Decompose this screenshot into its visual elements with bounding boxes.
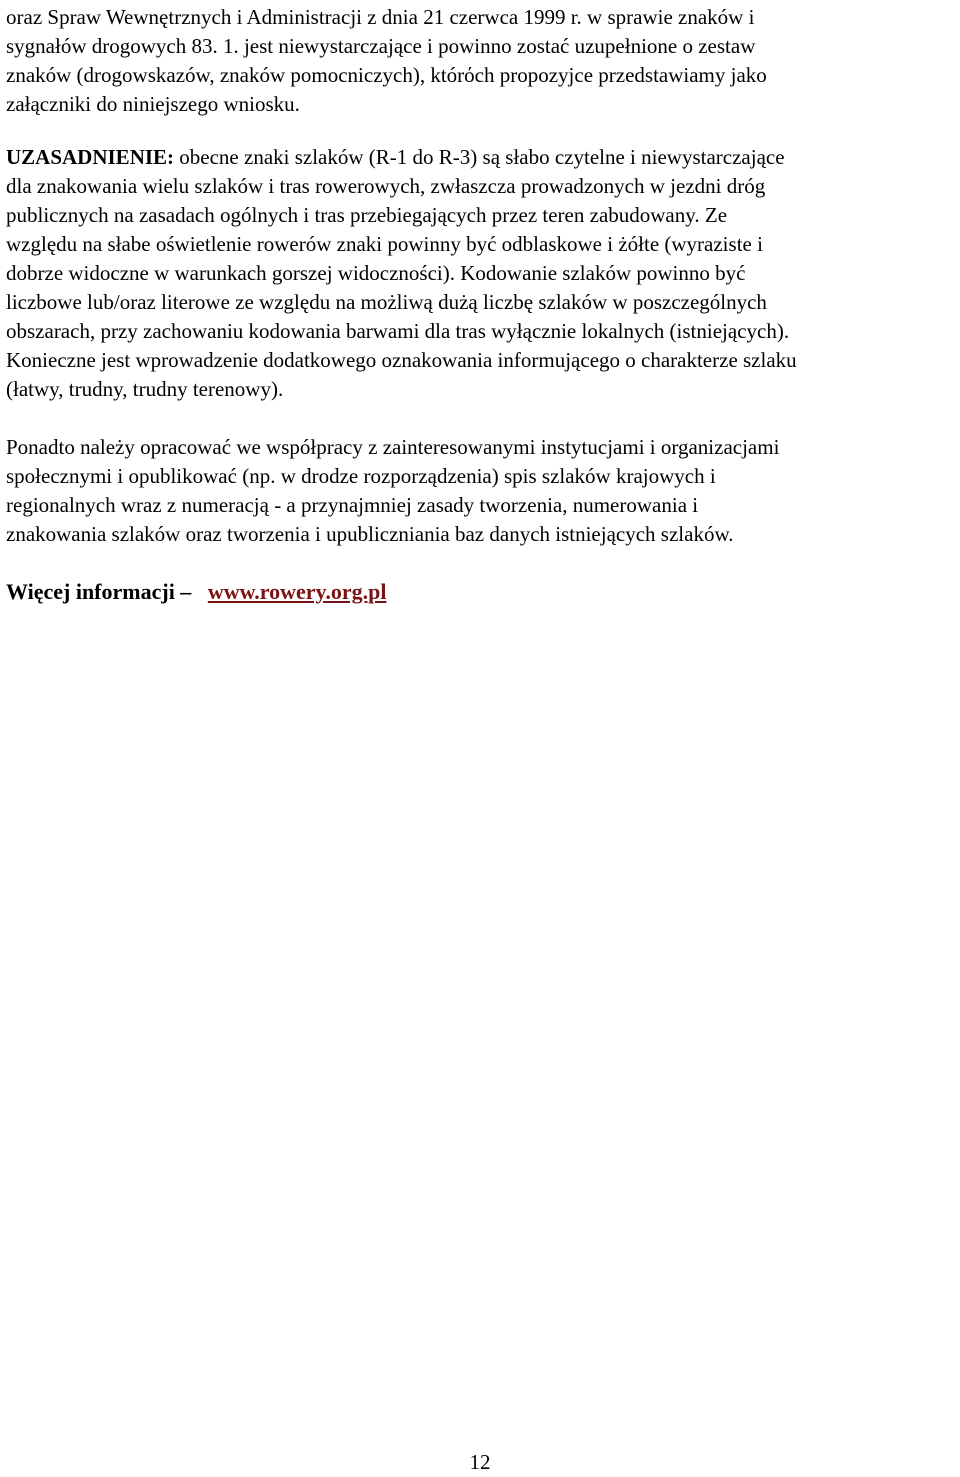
text-line: obszarach, przy zachowaniu kodowania barwami dla tras wyłącznie lokalnych (istniejących). xyxy=(6,319,790,343)
text-line: sygnałów drogowych 83. 1. jest niewystarczające i powinno zostać uzupełnione o zestaw xyxy=(6,34,756,58)
text-line xyxy=(6,143,954,172)
text-line: znakowania szlaków oraz tworzenia i upubliczniania baz danych istniejących szlaków. xyxy=(6,522,734,546)
text-line: załączniki do niniejszego wniosku. xyxy=(6,92,300,116)
paragraph-justification xyxy=(6,143,954,404)
justification-first-line: obecne znaki szlaków (R-1 do R-3) są słabo czytelne i niewystarczające xyxy=(174,145,785,169)
more-info-line xyxy=(6,577,954,606)
text-line: (łatwy, trudny, trudny terenowy). xyxy=(6,377,284,401)
text-line: regionalnych wraz z numeracją - a przynajmniej zasady tworzenia, numerowania i xyxy=(6,493,699,517)
text-line: Konieczne jest wprowadzenie dodatkowego oznakowania informującego o charakterze szlaku xyxy=(6,348,797,372)
paragraph-additional-proposal xyxy=(6,433,954,549)
page-number: 12 xyxy=(469,1450,491,1474)
text-line: znaków (drogowskazów, znaków pomocniczych), którόch propozyjce przedstawiamy jako xyxy=(6,63,767,87)
text-line: względu na słabe oświetlenie rowerów znaki powinny być odblaskowe i żółte (wyraziste i xyxy=(6,232,763,256)
text-line: Ponadto należy opracować we współpracy z zainteresowanymi instytucjami i organizacjami xyxy=(6,435,780,459)
justification-label: UZASADNIENIE: xyxy=(6,145,175,169)
text-line: dobrze widoczne w warunkach gorszej widoczności). Kodowanie szlaków powinno być xyxy=(6,261,746,285)
text-line: oraz Spraw Wewnętrznych i Administracji z dnia 21 czerwca 1999 r. w sprawie znaków i xyxy=(6,5,755,29)
text-line: społecznymi i opublikować (np. w drodze rozporządzenia) spis szlaków krajowych i xyxy=(6,464,716,488)
website-link[interactable]: www.rowery.org.pl xyxy=(207,579,387,604)
text-line: dla znakowania wielu szlaków i tras rowerowych, zwłaszcza prowadzonych w jezdni dróg xyxy=(6,174,766,198)
more-info-label: Więcej informacji – xyxy=(6,579,192,604)
text-line: publicznych na zasadach ogólnych i tras przebiegających przez teren zabudowany. Ze xyxy=(6,203,728,227)
paragraph-regulation-intro xyxy=(6,3,954,119)
text-line: liczbowe lub/oraz literowe ze względu na możliwą dużą liczbę szlaków w poszczególnych xyxy=(6,290,767,314)
